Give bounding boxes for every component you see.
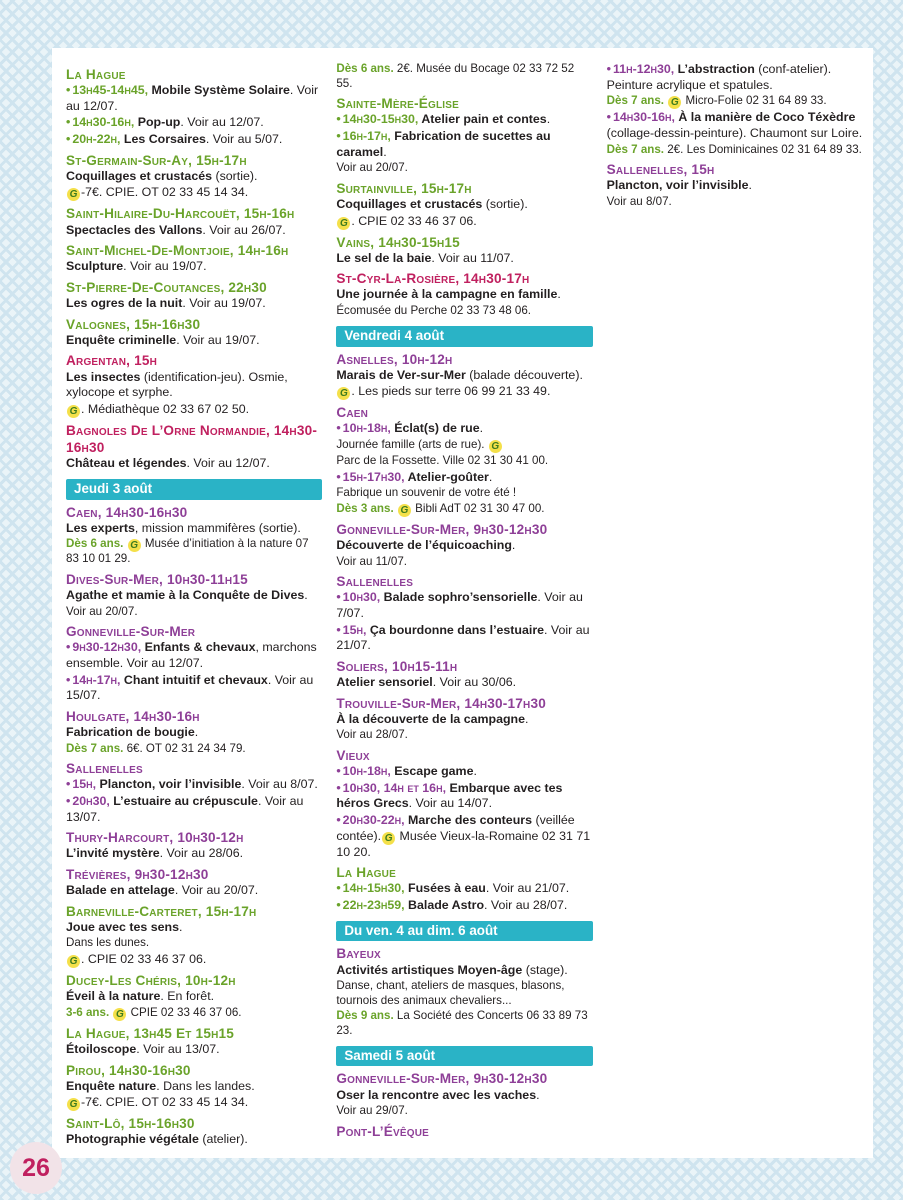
event-title: Atelier pain et contes [418, 112, 547, 127]
event-contact-line [336, 438, 592, 453]
event-item [66, 296, 322, 312]
age-requirement: Dès 7 ans. [66, 741, 124, 755]
age-requirement: Dès 3 ans. [336, 501, 394, 515]
event-detail: . Voir au 20/07. [174, 883, 259, 898]
event-contact-line [336, 384, 592, 400]
town-heading: Argentan, 15h [66, 353, 158, 369]
event-detail-line: Voir au 29/07. [336, 1104, 408, 1118]
event-detail: . En forêt. [160, 989, 215, 1004]
event-item [336, 590, 592, 621]
event-age-line [336, 1009, 592, 1038]
event-item [66, 989, 322, 1005]
event-detail: . Voir au 12/07. [66, 83, 319, 113]
event-title: Enquête criminelle [66, 332, 177, 347]
event-detail: . Voir au 5/07. [205, 132, 283, 146]
event-title: Les Corsaires [120, 132, 206, 146]
town-heading: Asnelles, 10h-12h [336, 351, 453, 367]
event-detail: . Voir au 7/07. [336, 590, 583, 620]
town-heading: La Hague [336, 865, 396, 881]
event-detail: . [473, 764, 477, 779]
event-item [336, 675, 592, 691]
age-requirement: Dès 7 ans. [606, 94, 665, 108]
event-item [66, 846, 322, 862]
event-item [336, 963, 592, 979]
event-detail: (identification-jeu). Osmie, xylocope et syrphe. [66, 369, 288, 400]
event-item [336, 368, 592, 384]
event-item [336, 881, 592, 897]
town-heading: Sallenelles [336, 574, 414, 590]
town-heading: Valognes, 15h-16h30 [66, 316, 201, 332]
event-title: Fabrication de sucettes au caramel [336, 128, 551, 159]
event-detail-line: Voir au 20/07. [336, 161, 408, 175]
event-detail: (sortie). [482, 196, 528, 211]
event-contact: 6€. OT 02 31 24 34 79. [123, 741, 246, 755]
event-detail: . Voir au 12/07. [180, 115, 264, 130]
event-detail: . Voir au 15/07. [66, 672, 314, 703]
event-item [66, 521, 322, 537]
event-detail-line: Danse, chant, ateliers de masques, blasons, tournois des animaux chevaliers... [336, 979, 565, 1007]
event-item [66, 588, 322, 604]
gratuit-icon: G [382, 832, 395, 845]
event-title: Marche des conteurs [404, 812, 532, 827]
day-header: Vendredi 4 août [336, 326, 592, 347]
event-contact-line [66, 185, 322, 201]
event-title: L’abstraction [674, 62, 755, 76]
town-heading: Caen [336, 405, 369, 421]
event-contact: Micro-Folie 02 31 64 89 33. [682, 94, 827, 108]
event-title: À la manière de Coco Téxèdre [674, 110, 856, 125]
town-heading: Pirou, 14h30-16h30 [66, 1062, 191, 1078]
event-detail: . Voir au 12/07. [186, 456, 270, 470]
event-item [336, 421, 592, 437]
event-item [336, 712, 592, 728]
event-title: Éclat(s) de rue [390, 421, 480, 436]
event-detail: . [546, 112, 551, 127]
event-detail: (veillée contée). [336, 812, 575, 843]
event-detail: , marchons ensemble. Voir au 12/07. [66, 640, 317, 670]
event-item [66, 259, 322, 275]
event-item [66, 370, 322, 401]
event-title: Pop-up [134, 115, 181, 130]
event-detail: . Voir au 30/06. [432, 674, 517, 689]
town-heading: Barneville-Carteret, 15h-17h [66, 903, 257, 919]
event-age-line [607, 94, 863, 109]
gratuit-icon: G [67, 955, 80, 968]
event-detail: . Voir au 28/07. [484, 897, 568, 912]
event-item [66, 1079, 322, 1095]
event-title: Marais de Ver-sur-Mer [336, 367, 466, 382]
event-title: Agathe et mamie à la Conquête de Dives [66, 587, 305, 602]
event-detail: . [304, 587, 308, 602]
town-heading: Saint-Hilaire-Du-Harcouët, 15h-16h [66, 206, 295, 222]
event-time: 10h30, [342, 590, 381, 605]
event-item [66, 1042, 322, 1058]
event-item [336, 623, 592, 654]
event-title: Ça bourdonne dans l’estuaire [366, 622, 545, 637]
event-contact: -7€. CPIE. OT 02 33 45 14 34. [81, 185, 249, 200]
event-detail-line: Fabrique un souvenir de votre été ! [336, 486, 517, 500]
event-detail: . [748, 178, 752, 193]
event-detail: , mission mammifères (sortie). [134, 520, 301, 535]
age-requirement: Dès 7 ans. [606, 142, 665, 156]
gratuit-icon: G [668, 96, 681, 109]
event-time: 14h-17h, [72, 672, 121, 687]
town-heading: La Hague, 13h45 Et 15h15 [66, 1025, 235, 1041]
town-heading: Houlgate, 14h30-16h [66, 708, 200, 724]
event-title: Les insectes [66, 369, 141, 384]
town-heading: Bayeux [336, 946, 381, 962]
event-item [607, 110, 863, 141]
event-item [336, 781, 592, 812]
event-title: Joue avec tes sens [66, 919, 179, 934]
event-detail-line: Parc de la Fossette. Ville 02 31 30 41 00. [336, 454, 549, 468]
town-heading: St-Germain-Sur-Ay, 15h-17h [66, 152, 247, 168]
town-heading: Gonneville-Sur-Mer, 9h30-12h30 [336, 521, 548, 537]
town-heading: Pont-L’Évêque [336, 1123, 430, 1139]
event-item [66, 132, 322, 148]
event-title: Découverte de l’équicoaching [336, 537, 512, 552]
event-time: 20h30, [72, 793, 110, 808]
event-time: 14h30-15h30, [342, 112, 419, 127]
town-heading: Ducey-Les Chéris, 10h-12h [66, 973, 236, 989]
event-item [66, 920, 322, 936]
town-heading: St-Cyr-La-Rosière, 14h30-17h [336, 271, 530, 287]
event-contact: . Les pieds sur terre 06 99 21 33 49. [351, 384, 551, 399]
event-age-line [607, 143, 863, 158]
event-title: Château et légendes [66, 456, 187, 470]
town-heading: Gonneville-Sur-Mer, 9h30-12h30 [336, 1071, 548, 1087]
event-item [66, 725, 322, 741]
event-item [336, 197, 592, 213]
town-heading: Vains, 14h30-15h15 [336, 234, 460, 250]
event-title: Plancton, voir l’invisible [606, 178, 749, 193]
town-heading: Surtainville, 15h-17h [336, 180, 472, 196]
event-title: Coquillages et crustacés [336, 196, 483, 211]
event-item [336, 1088, 592, 1104]
gratuit-icon: G [67, 405, 80, 418]
page-body [52, 48, 873, 1158]
gratuit-icon: G [67, 188, 80, 201]
event-detail: (collage-dessin-peinture). Chaumont sur Loire. [606, 125, 863, 140]
event-contact: Bibli AdT 02 31 30 47 00. [411, 501, 545, 515]
town-heading: Saint-Lô, 15h-16h30 [66, 1116, 195, 1132]
event-item [336, 764, 592, 780]
event-title: Plancton, voir l’invisible [96, 777, 242, 792]
event-item [66, 794, 322, 825]
event-detail: . [536, 1087, 540, 1102]
event-contact: CPIE 02 33 46 37 06. [127, 1005, 242, 1019]
event-item [66, 1132, 322, 1148]
event-title: Fusées à eau [404, 881, 486, 896]
event-contact: Musée d’initiation à la nature 07 83 10 01 29. [66, 537, 309, 566]
event-contact-line [336, 214, 592, 230]
event-detail-line: Écomusée du Perche 02 33 73 48 06. [336, 304, 531, 318]
town-heading: Sallenelles, 15h [606, 162, 715, 178]
age-requirement: Dès 9 ans. [336, 1009, 394, 1023]
event-detail: (balade découverte). [465, 367, 583, 382]
event-item [336, 287, 592, 303]
event-time: 15h-17h30, [342, 469, 405, 484]
gratuit-icon: G [337, 217, 350, 230]
age-requirement: Dès 6 ans. [66, 537, 124, 551]
event-title: Sculpture [66, 259, 124, 274]
event-title: Balade sophro’sensorielle [380, 590, 538, 605]
event-contact-line [66, 952, 322, 968]
event-title: Étoiloscope [66, 1041, 137, 1056]
event-age-line [66, 1006, 322, 1021]
event-time: 15h, [72, 777, 97, 792]
event-time: 9h30-12h30, [72, 640, 142, 655]
event-detail: (atelier). [198, 1132, 248, 1147]
event-detail: . Voir au 19/07. [182, 296, 266, 310]
town-heading: Caen, 14h30-16h30 [66, 504, 188, 520]
event-title: À la découverte de la campagne [336, 711, 526, 726]
gratuit-icon: G [337, 387, 350, 400]
event-detail: (stage). [522, 962, 568, 977]
gratuit-icon: G [128, 539, 141, 552]
event-item [607, 62, 863, 93]
town-heading: Trouville-Sur-Mer, 14h30-17h30 [336, 695, 546, 711]
event-detail: . Voir au 13/07. [136, 1041, 220, 1056]
event-item [66, 83, 322, 114]
town-heading: Saint-Michel-De-Montjoie, 14h-16h [66, 243, 289, 259]
town-heading: St-Pierre-De-Coutances, 22h30 [66, 279, 267, 295]
event-detail: . Voir au 26/07. [202, 222, 286, 237]
event-time: 13h45-14h45, [72, 83, 149, 98]
event-title: Mobile Système Solaire [148, 83, 290, 98]
event-detail: . [557, 287, 561, 302]
event-title: Oser la rencontre avec les vaches [336, 1087, 537, 1102]
event-item [66, 640, 322, 671]
event-item [336, 898, 592, 914]
event-contact: La Société des Concerts 06 33 89 73 23. [336, 1009, 588, 1037]
event-title: Embarque avec tes héros Grecs [336, 780, 563, 811]
town-heading: Sainte-Mère-Église [336, 96, 460, 112]
gratuit-icon: G [398, 504, 411, 517]
event-contact: . CPIE 02 33 46 37 06. [351, 213, 477, 228]
event-detail: (sortie). [212, 168, 258, 183]
event-title: Enquête nature [66, 1078, 157, 1093]
event-contact-line [66, 1095, 322, 1111]
town-heading: Gonneville-Sur-Mer [66, 624, 196, 640]
event-title: Escape game [390, 764, 474, 779]
event-contact: 2€. Les Dominicaines 02 31 64 89 33. [664, 142, 862, 156]
event-detail: . [479, 421, 484, 436]
event-time: 10h30, 14h et 16h, [342, 780, 447, 795]
event-item [336, 538, 592, 554]
event-title: Les experts [66, 520, 135, 535]
event-contact: . CPIE 02 33 46 37 06. [81, 952, 207, 967]
event-detail: Journée famille (arts de rue). [336, 438, 488, 452]
event-contact: -7€. CPIE. OT 02 33 45 14 34. [81, 1095, 249, 1110]
event-time: 20h30-22h, [342, 812, 405, 827]
event-contact: Musée Vieux-la-Romaine 02 31 71 10 20. [336, 828, 591, 859]
event-detail-line: Voir au 28/07. [336, 728, 408, 742]
event-detail-line: Voir au 11/07. [336, 554, 408, 568]
event-time: 22h-23h59, [342, 897, 405, 912]
event-time: 14h-15h30, [342, 881, 405, 896]
event-title: Fabrication de bougie [66, 724, 195, 739]
event-title: Coquillages et crustacés [66, 168, 212, 183]
event-time: 16h-17h, [342, 128, 391, 143]
event-age-line [336, 62, 592, 91]
event-title: Éveil à la nature [66, 989, 161, 1004]
event-title: Atelier sensoriel [336, 674, 433, 689]
event-detail: (conf-atelier). Peinture acrylique et spatules. [606, 62, 832, 92]
event-detail: . [178, 919, 183, 934]
event-detail: . Voir au 13/07. [66, 793, 304, 824]
town-heading: Thury-Harcourt, 10h30-12h [66, 830, 244, 846]
event-time: 11h-12h30, [613, 62, 675, 76]
town-heading: La Hague [66, 67, 126, 82]
event-title: Une journée à la campagne en famille [336, 287, 558, 302]
event-item [66, 169, 322, 185]
event-title: Spectacles des Vallons [66, 222, 203, 237]
event-time: 10h-18h, [342, 421, 391, 436]
day-header: Jeudi 3 août [66, 479, 322, 500]
page-number: 26 [10, 1142, 62, 1194]
town-heading: Sallenelles [66, 761, 143, 777]
event-detail: . [488, 469, 493, 484]
events-listing [66, 62, 863, 1150]
day-header: Samedi 5 août [336, 1046, 592, 1067]
event-detail-line: Dans les dunes. [66, 936, 150, 950]
event-detail-line: Voir au 20/07. [66, 604, 138, 618]
town-heading: Trévières, 9h30-12h30 [66, 866, 209, 882]
age-requirement: 3-6 ans. [66, 1005, 110, 1019]
event-time: 14h30-16h, [613, 110, 675, 125]
event-detail-line: Voir au 8/07. [606, 194, 672, 208]
event-item [66, 115, 322, 131]
town-heading: Vieux [336, 747, 370, 763]
event-item [336, 112, 592, 128]
event-time: 15h, [342, 622, 367, 637]
event-contact-line [66, 402, 322, 418]
gratuit-icon: G [67, 1098, 80, 1111]
event-detail: . Voir au 19/07. [123, 259, 207, 274]
event-time: 20h-22h, [72, 132, 121, 146]
event-item [66, 223, 322, 239]
event-contact: 2€. Musée du Bocage 02 33 72 52 55. [336, 62, 575, 90]
event-detail: . Voir au 8/07. [241, 777, 318, 792]
event-item [66, 777, 322, 793]
event-item [66, 456, 322, 472]
event-time: 14h30-16h, [72, 115, 135, 130]
event-title: Atelier-goûter [404, 469, 489, 484]
event-detail: . [194, 724, 199, 739]
event-title: Photographie végétale [66, 1132, 199, 1147]
town-heading: Dives-Sur-Mer, 10h30-11h15 [66, 571, 248, 587]
event-title: Balade en attelage [66, 883, 175, 898]
event-detail: . Voir au 21/07. [336, 622, 590, 653]
event-detail: . Voir au 11/07. [431, 250, 514, 265]
event-title: Chant intuitif et chevaux [120, 672, 268, 687]
event-title: L’estuaire au crépuscule [109, 793, 258, 808]
event-item [66, 673, 322, 704]
event-item [607, 178, 863, 194]
gratuit-icon: G [113, 1008, 126, 1021]
event-title: Les ogres de la nuit [66, 296, 183, 310]
event-detail: . Dans les landes. [156, 1078, 255, 1093]
event-age-line [66, 742, 322, 757]
event-item [336, 129, 592, 160]
event-detail: . [383, 144, 387, 159]
town-heading: Bagnoles De L’Orne Normandie, 14h30-16h30 [66, 422, 318, 455]
event-title: Activités artistiques Moyen-âge [336, 962, 523, 977]
event-detail: . Voir au 21/07. [485, 881, 570, 896]
town-heading: Soliers, 10h15-11h [336, 658, 458, 674]
event-item [336, 251, 592, 267]
event-title: Enfants & chevaux [141, 640, 256, 655]
event-detail: . [511, 537, 516, 552]
event-age-line [66, 537, 322, 567]
event-detail: . Voir au 14/07. [408, 796, 493, 811]
event-detail: . Voir au 28/06. [159, 846, 244, 861]
event-item [66, 883, 322, 899]
event-item [66, 333, 322, 349]
age-requirement: Dès 6 ans. [336, 62, 394, 75]
event-detail: . Voir au 19/07. [176, 332, 260, 347]
event-age-line [336, 502, 592, 517]
event-item [336, 813, 592, 860]
event-item [336, 470, 592, 486]
event-title: Balade Astro [404, 897, 485, 912]
event-title: Le sel de la baie [336, 250, 432, 265]
event-time: 10h-18h, [342, 764, 391, 779]
event-title: L’invité mystère [66, 846, 160, 861]
event-contact: . Médiathèque 02 33 67 02 50. [81, 401, 250, 416]
gratuit-icon: G [489, 440, 502, 453]
event-detail: . [525, 711, 529, 726]
day-header: Du ven. 4 au dim. 6 août [336, 921, 592, 942]
